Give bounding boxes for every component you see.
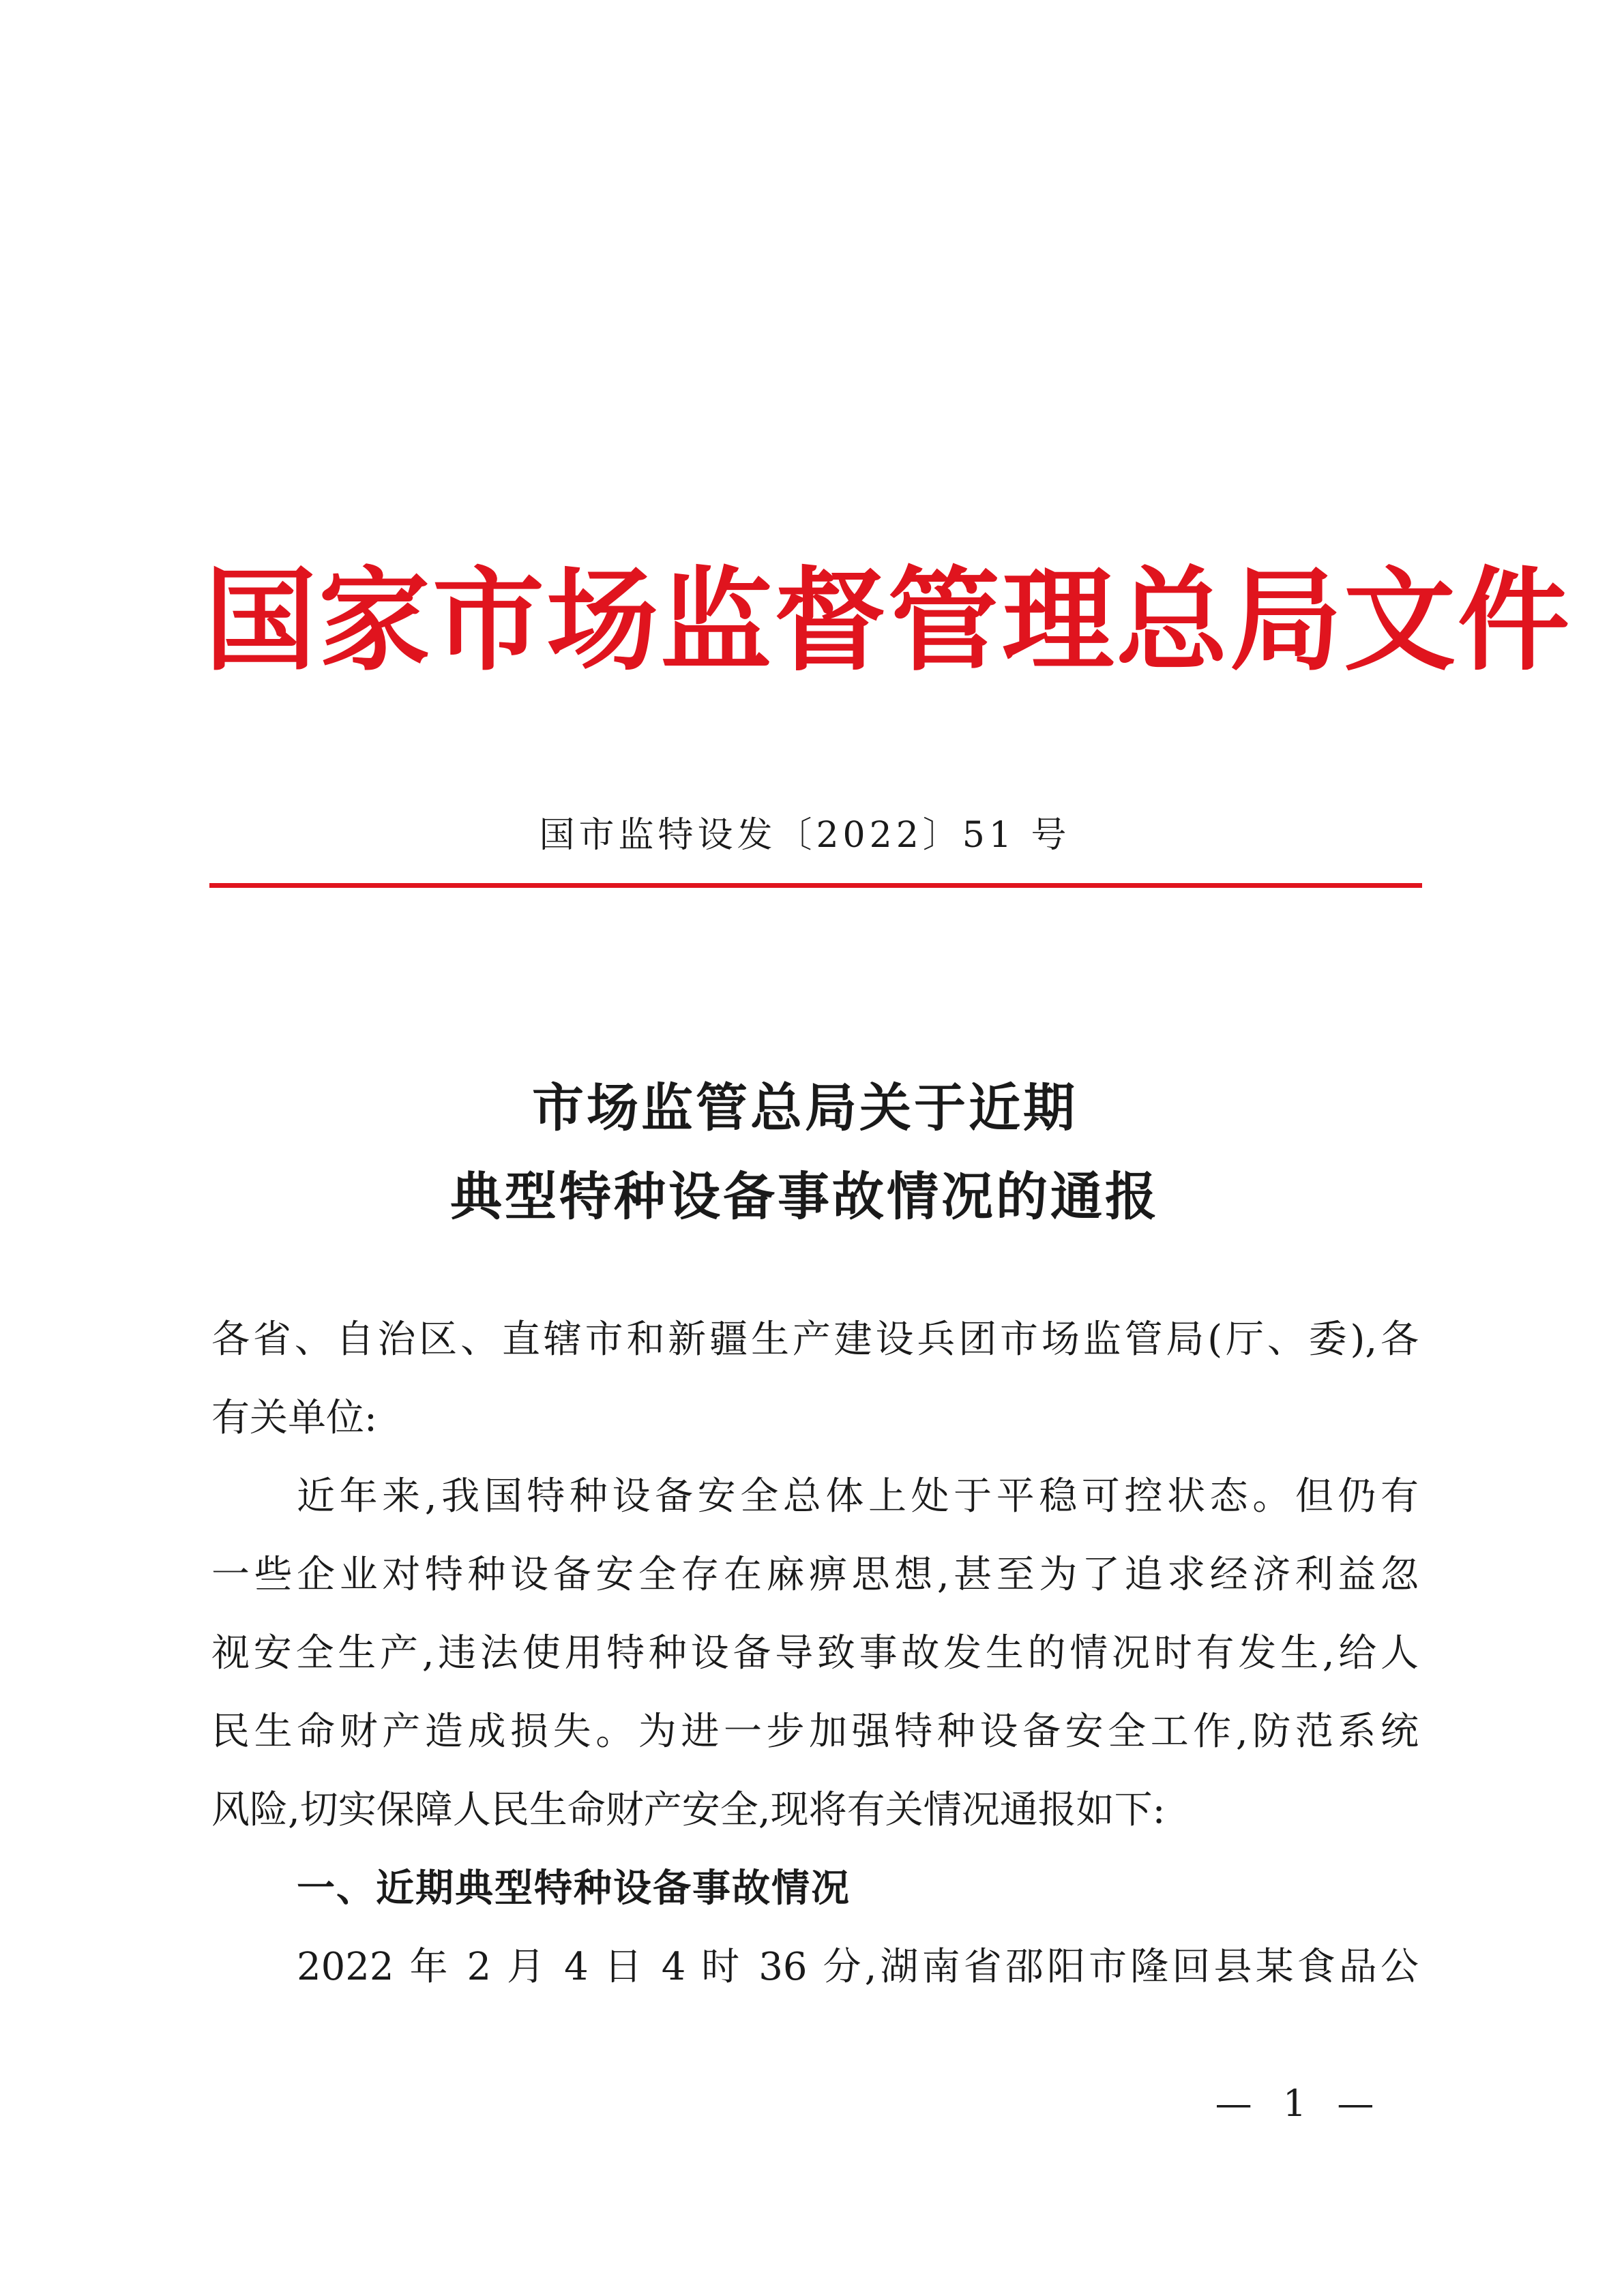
red-separator-rule bbox=[209, 883, 1422, 888]
paragraph-1-line-3: 视安全生产,违法使用特种设备导致事故发生的情况时有发生,给人 bbox=[211, 1631, 1419, 1675]
section-1-heading: 一、近期典型特种设备事故情况 bbox=[297, 1866, 851, 1911]
paragraph-1-line-5: 风险,切实保障人民生命财产安全,现将有关情况通报如下: bbox=[211, 1788, 1166, 1832]
issuer-banner: 国家市场监督管理总局文件 bbox=[205, 554, 1572, 686]
recipients-line-1: 各省、自治区、直辖市和新疆生产建设兵团市场监管局(厅、委),各 bbox=[211, 1317, 1419, 1362]
page-number: — 1 — bbox=[1215, 2082, 1384, 2125]
document-number: 国市监特设发〔2022〕51 号 bbox=[539, 815, 1071, 856]
paragraph-1-line-1: 近年来,我国特种设备安全总体上处于平稳可控状态。但仍有 bbox=[297, 1474, 1419, 1519]
recipients-line-2: 有关单位: bbox=[211, 1396, 377, 1440]
document-title-line-1: 市场监管总局关于近期 bbox=[532, 1077, 1078, 1138]
document-title-line-2: 典型特种设备事故情况的通报 bbox=[450, 1166, 1160, 1227]
paragraph-1-line-2: 一些企业对特种设备安全存在麻痹思想,甚至为了追求经济利益忽 bbox=[211, 1553, 1419, 1597]
paragraph-1-line-4: 民生命财产造成损失。为进一步加强特种设备安全工作,防范系统 bbox=[211, 1710, 1419, 1754]
paragraph-2-line-1: 2022 年 2 月 4 日 4 时 36 分,湖南省邵阳市隆回县某食品公 bbox=[297, 1945, 1419, 1989]
